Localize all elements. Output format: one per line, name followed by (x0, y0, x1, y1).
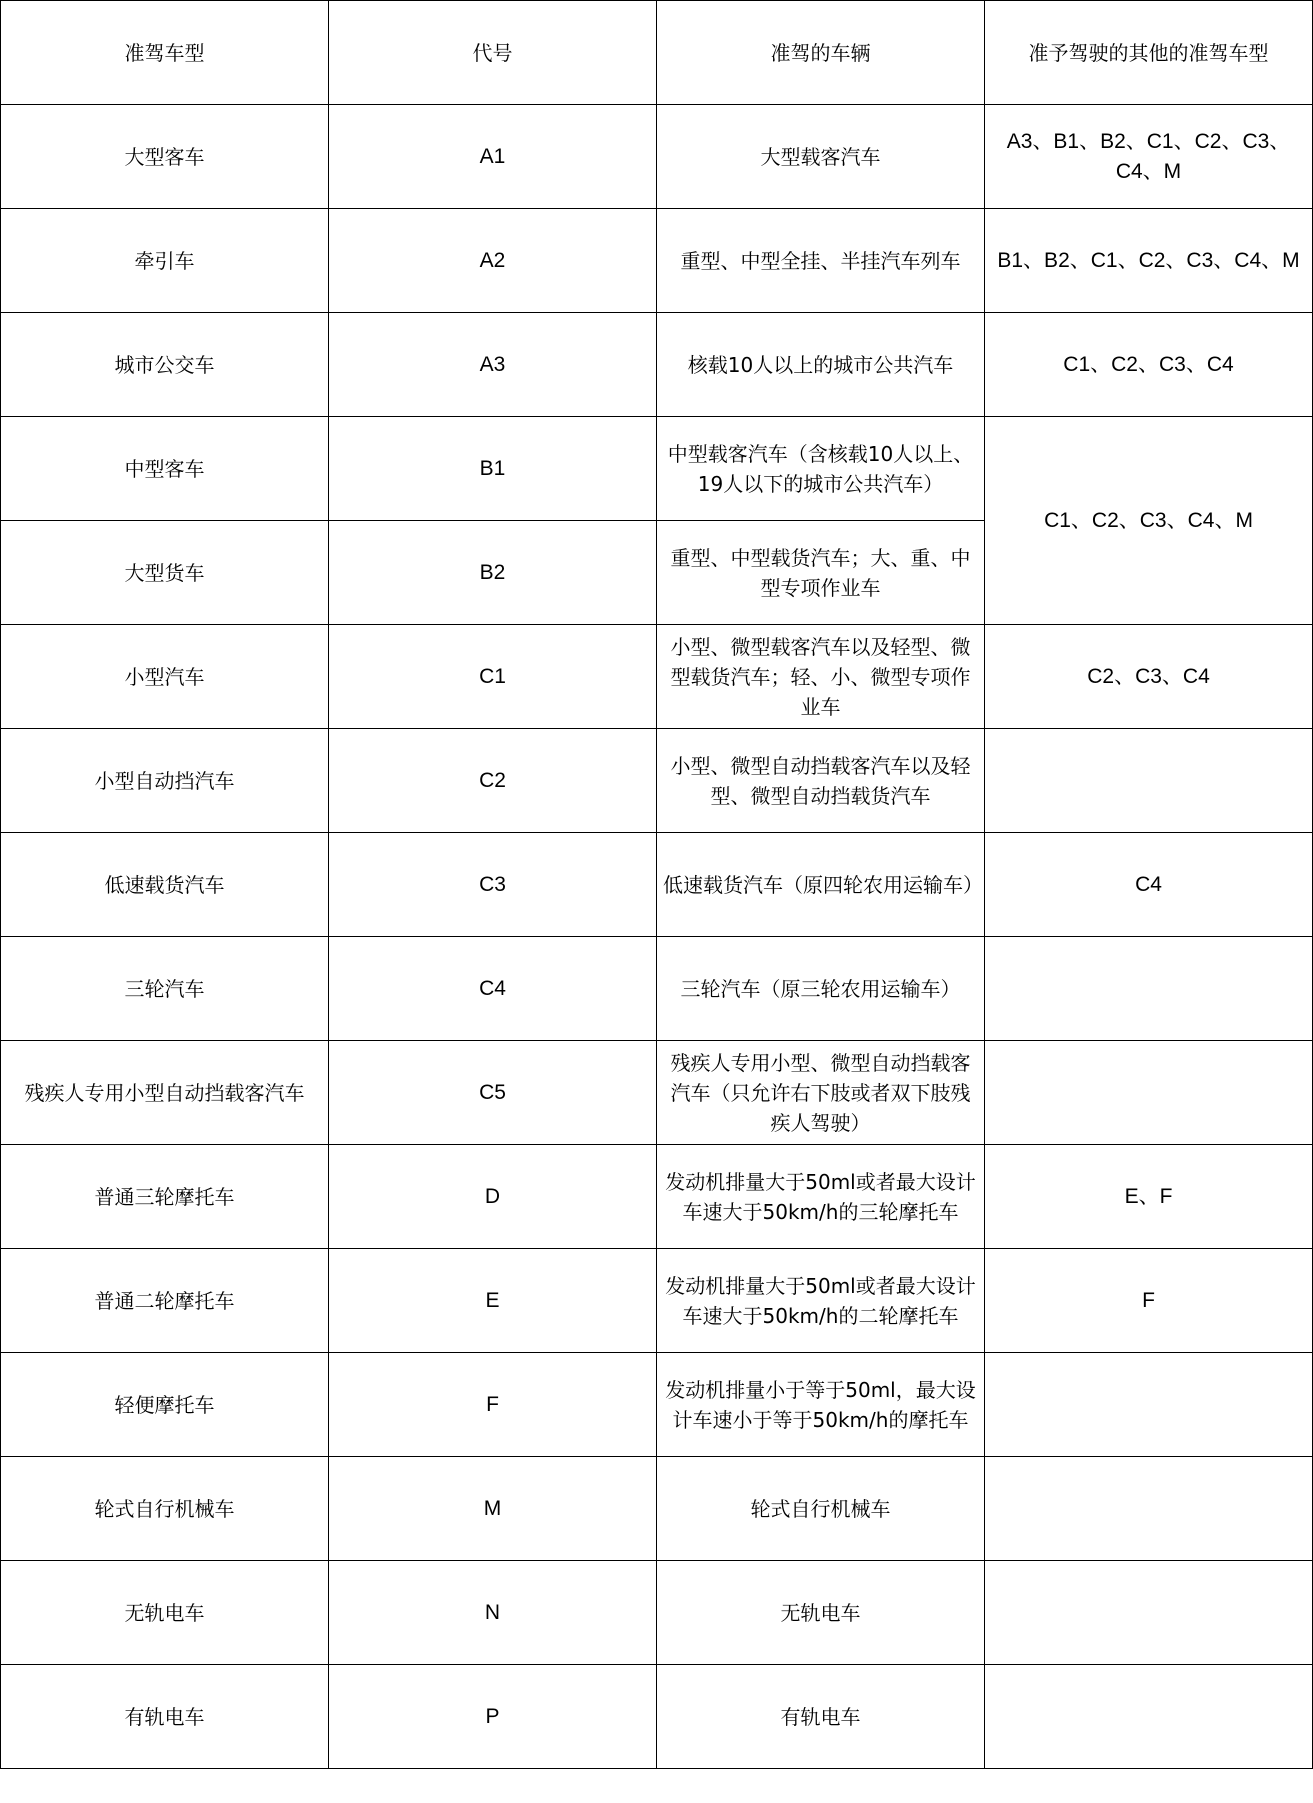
cell-type: 中型客车 (1, 417, 329, 521)
cell-type: 大型货车 (1, 521, 329, 625)
cell-others-merged: C1、C2、C3、C4、M (985, 417, 1313, 625)
table-row (1, 1561, 1313, 1665)
cell-others (985, 1041, 1313, 1145)
cell-type: 普通二轮摩托车 (1, 1249, 329, 1353)
cell-code: P (329, 1665, 657, 1769)
cell-type: 低速载货汽车 (1, 833, 329, 937)
cell-others (985, 1665, 1313, 1769)
cell-vehicles: 中型载客汽车（含核载10人以上、19人以下的城市公共汽车） (657, 417, 985, 521)
table-row (1, 105, 1313, 209)
cell-code: B2 (329, 521, 657, 625)
cell-type: 牵引车 (1, 209, 329, 313)
cell-vehicles: 三轮汽车（原三轮农用运输车） (657, 937, 985, 1041)
cell-type: 城市公交车 (1, 313, 329, 417)
cell-others: F (985, 1249, 1313, 1353)
cell-others (985, 1353, 1313, 1457)
header-other-types: 准予驾驶的其他的准驾车型 (985, 1, 1313, 105)
cell-type: 大型客车 (1, 105, 329, 209)
header-code: 代号 (329, 1, 657, 105)
cell-code: A2 (329, 209, 657, 313)
cell-type: 小型汽车 (1, 625, 329, 729)
cell-code: N (329, 1561, 657, 1665)
cell-others: C4 (985, 833, 1313, 937)
header-license-type: 准驾车型 (1, 1, 329, 105)
table-row (1, 313, 1313, 417)
header-row (1, 1, 1313, 105)
header-vehicles: 准驾的车辆 (657, 1, 985, 105)
cell-others: B1、B2、C1、C2、C3、C4、M (985, 209, 1313, 313)
cell-code: C5 (329, 1041, 657, 1145)
cell-vehicles: 小型、微型自动挡载客汽车以及轻型、微型自动挡载货汽车 (657, 729, 985, 833)
table-row (1, 1353, 1313, 1457)
cell-vehicles: 小型、微型载客汽车以及轻型、微型载货汽车；轻、小、微型专项作业车 (657, 625, 985, 729)
table-row (1, 625, 1313, 729)
cell-others: C2、C3、C4 (985, 625, 1313, 729)
cell-code: C3 (329, 833, 657, 937)
cell-code: E (329, 1249, 657, 1353)
cell-others (985, 729, 1313, 833)
cell-type: 无轨电车 (1, 1561, 329, 1665)
cell-code: C1 (329, 625, 657, 729)
cell-type: 三轮汽车 (1, 937, 329, 1041)
cell-vehicles: 低速载货汽车（原四轮农用运输车） (657, 833, 985, 937)
table-row (1, 1457, 1313, 1561)
cell-vehicles: 无轨电车 (657, 1561, 985, 1665)
table-row (1, 1041, 1313, 1145)
table-row (1, 417, 1313, 521)
cell-vehicles: 残疾人专用小型、微型自动挡载客汽车（只允许右下肢或者双下肢残疾人驾驶） (657, 1041, 985, 1145)
cell-code: C2 (329, 729, 657, 833)
cell-others: C1、C2、C3、C4 (985, 313, 1313, 417)
cell-code: A3 (329, 313, 657, 417)
cell-others (985, 937, 1313, 1041)
cell-others: E、F (985, 1145, 1313, 1249)
cell-type: 残疾人专用小型自动挡载客汽车 (1, 1041, 329, 1145)
cell-code: B1 (329, 417, 657, 521)
cell-code: F (329, 1353, 657, 1457)
table-row (1, 729, 1313, 833)
cell-vehicles: 发动机排量小于等于50ml，最大设计车速小于等于50km/h的摩托车 (657, 1353, 985, 1457)
cell-code: M (329, 1457, 657, 1561)
cell-vehicles: 有轨电车 (657, 1665, 985, 1769)
table-row (1, 1665, 1313, 1769)
cell-type: 轻便摩托车 (1, 1353, 329, 1457)
cell-vehicles: 重型、中型载货汽车；大、重、中型专项作业车 (657, 521, 985, 625)
table-row (1, 1145, 1313, 1249)
cell-type: 轮式自行机械车 (1, 1457, 329, 1561)
cell-others (985, 1561, 1313, 1665)
cell-code: D (329, 1145, 657, 1249)
table-row (1, 1249, 1313, 1353)
cell-vehicles: 发动机排量大于50ml或者最大设计车速大于50km/h的三轮摩托车 (657, 1145, 985, 1249)
table-row (1, 937, 1313, 1041)
cell-type: 有轨电车 (1, 1665, 329, 1769)
cell-type: 普通三轮摩托车 (1, 1145, 329, 1249)
cell-type: 小型自动挡汽车 (1, 729, 329, 833)
cell-vehicles: 重型、中型全挂、半挂汽车列车 (657, 209, 985, 313)
cell-code: A1 (329, 105, 657, 209)
table-row (1, 209, 1313, 313)
cell-vehicles: 大型载客汽车 (657, 105, 985, 209)
table-row (1, 833, 1313, 937)
cell-vehicles: 轮式自行机械车 (657, 1457, 985, 1561)
cell-vehicles: 核载10人以上的城市公共汽车 (657, 313, 985, 417)
cell-others: A3、B1、B2、C1、C2、C3、C4、M (985, 105, 1313, 209)
cell-others (985, 1457, 1313, 1561)
cell-vehicles: 发动机排量大于50ml或者最大设计车速大于50km/h的二轮摩托车 (657, 1249, 985, 1353)
cell-code: C4 (329, 937, 657, 1041)
